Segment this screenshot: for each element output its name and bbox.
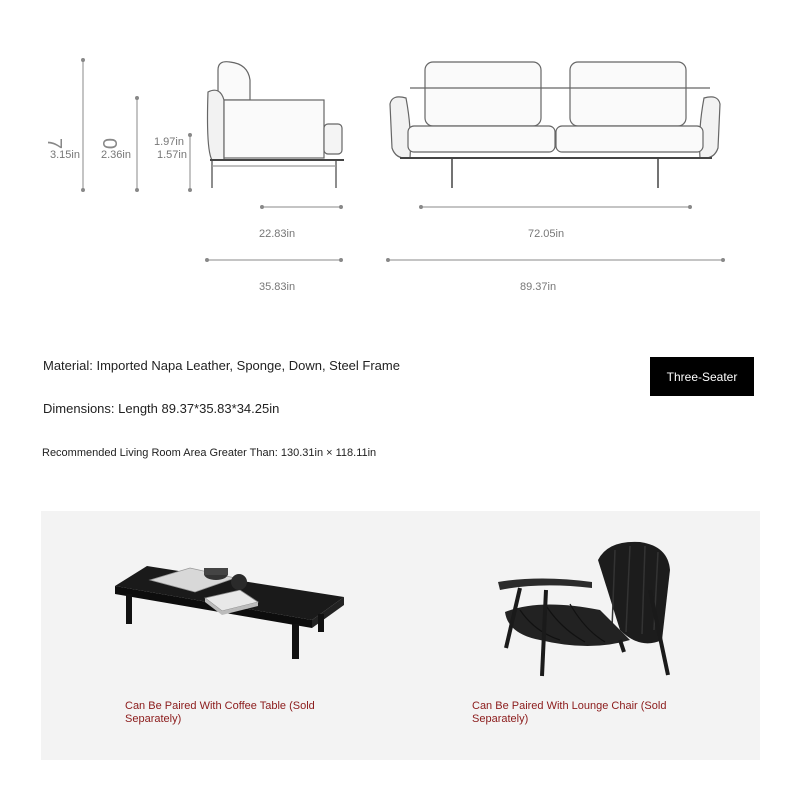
label-front-total-width: 89.37in bbox=[520, 281, 557, 293]
spec-dimensions: Dimensions: Length 89.37*35.83*34.25in bbox=[43, 401, 280, 416]
three-seater-badge[interactable]: Three-Seater bbox=[650, 357, 754, 396]
label-side-height-total: 3.15in bbox=[50, 149, 80, 161]
rotated-glyph-0: 0 bbox=[98, 137, 121, 150]
label-side-height-seat: 2.36in bbox=[101, 149, 131, 161]
coffee-table-caption: Can Be Paired With Coffee Table (Sold Separately) bbox=[125, 700, 315, 725]
label-side-arm-height: 1.97in bbox=[154, 136, 184, 148]
rotated-glyph-7: 7 bbox=[43, 137, 66, 150]
spec-material: Material: Imported Napa Leather, Sponge, Down, Steel Frame bbox=[43, 358, 400, 373]
lounge-chair-caption: Can Be Paired With Lounge Chair (Sold Separately) bbox=[472, 700, 667, 725]
spec-recommended-area: Recommended Living Room Area Greater Than: 130.31in × 118.11in bbox=[42, 447, 377, 459]
label-side-seat-depth: 22.83in bbox=[259, 228, 296, 240]
label-side-total-depth: 35.83in bbox=[259, 281, 296, 293]
label-side-leg-height: 1.57in bbox=[157, 149, 187, 161]
label-front-seat-width: 72.05in bbox=[528, 228, 565, 240]
